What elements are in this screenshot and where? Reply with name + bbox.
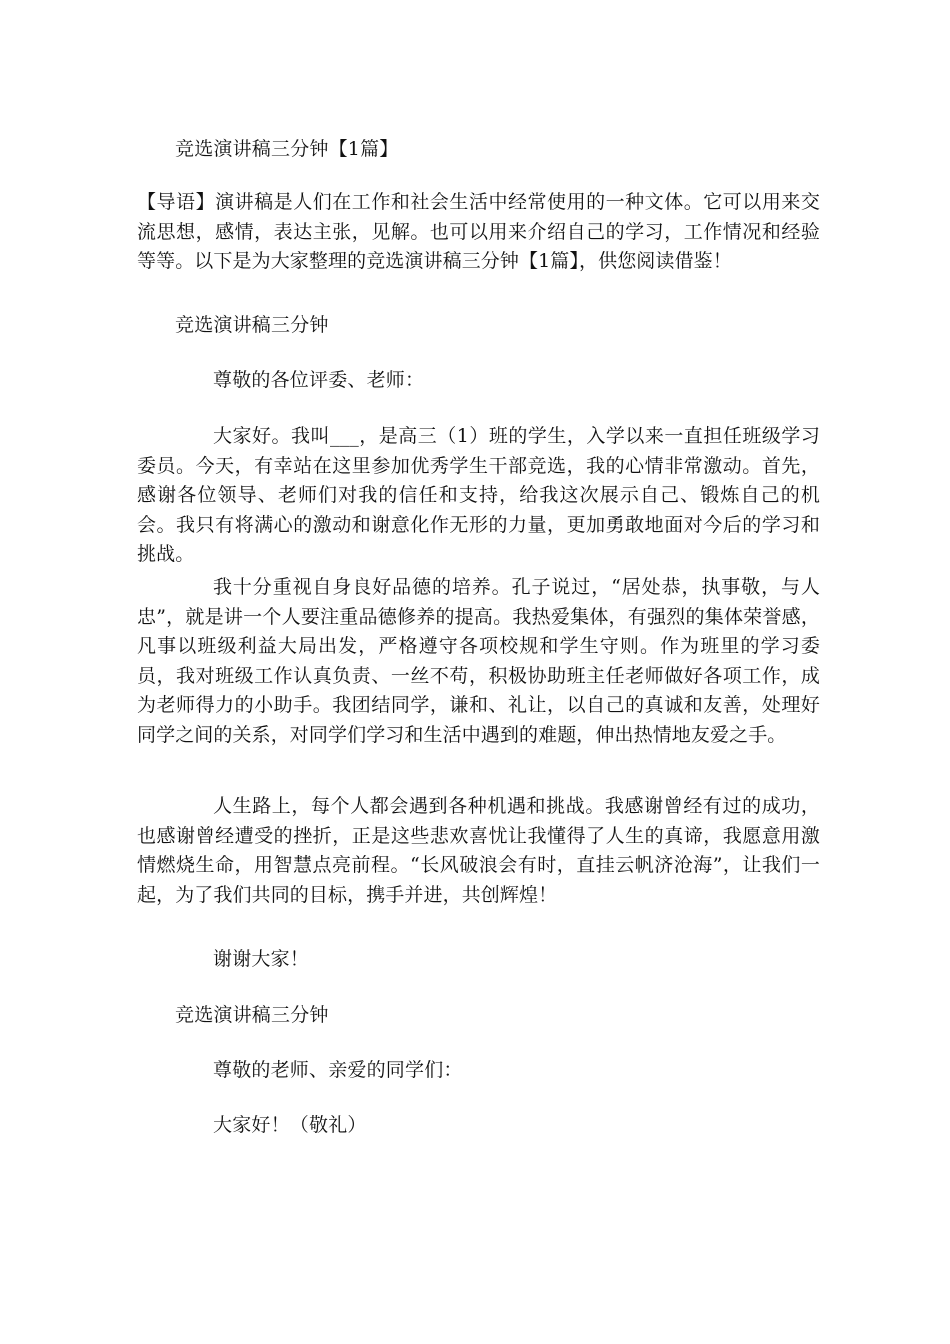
intro-paragraph: 【导语】演讲稿是人们在工作和社会生活中经常使用的一种文体。它可以用来交流思想，感情，表达主张，见解。也可以用来介绍自己的学习，工作情况和经验等等。以下是为大家整理的竞选演讲稿三分钟【1篇】，供您阅读借鉴！ xyxy=(137,191,820,272)
section1-heading: 竞选演讲稿三分钟 xyxy=(175,314,329,336)
section1-paragraph-3: 人生路上，每个人都会遇到各种机遇和挑战。我感谢曾经有过的成功，也感谢曾经遭受的挫折，正是这些悲欢喜忧让我懂得了人生的真谛，我愿意用激情燃烧生命，用智慧点亮前程。“长风破浪会有时，直挂云帆济沧海”，让我们一起，为了我们共同的目标，携手并进，共创辉煌！ xyxy=(137,795,820,906)
document-title: 竞选演讲稿三分钟【1篇】 xyxy=(175,138,399,160)
section1-closing: 谢谢大家！ xyxy=(213,948,310,970)
section1-paragraph-2: 我十分重视自身良好品德的培养。孔子说过，“居处恭，执事敬，与人忠”，就是讲一个人要注重品德修养的提高。我热爱集体，有强烈的集体荣誉感，凡事以班级利益大局出发，严格遵守各项校规和学生守则。作为班里的学习委员，我对班级工作认真负责、一丝不苟，积极协助班主任老师做好各项工作，成为老师得力的小助手。我团结同学，谦和、礼让，以自己的真诚和友善，处理好同学之间的关系，对同学们学习和生活中遇到的难题，伸出热情地友爱之手。 xyxy=(137,576,820,746)
section2-salutation: 尊敬的老师、亲爱的同学们： xyxy=(213,1059,463,1081)
section2-greeting: 大家好！（敬礼） xyxy=(213,1114,367,1136)
section2-heading: 竞选演讲稿三分钟 xyxy=(175,1004,329,1026)
section1-salutation: 尊敬的各位评委、老师： xyxy=(213,369,425,391)
section1-paragraph-1: 大家好。我叫___，是高三（1）班的学生，入学以来一直担任班级学习委员。今天，有幸站在这里参加优秀学生干部竞选，我的心情非常激动。首先，感谢各位领导、老师们对我的信任和支持，给我这次展示自己、锻炼自己的机会。我只有将满心的激动和谢意化作无形的力量，更加勇敢地面对今后的学习和挑战。 xyxy=(137,425,820,565)
